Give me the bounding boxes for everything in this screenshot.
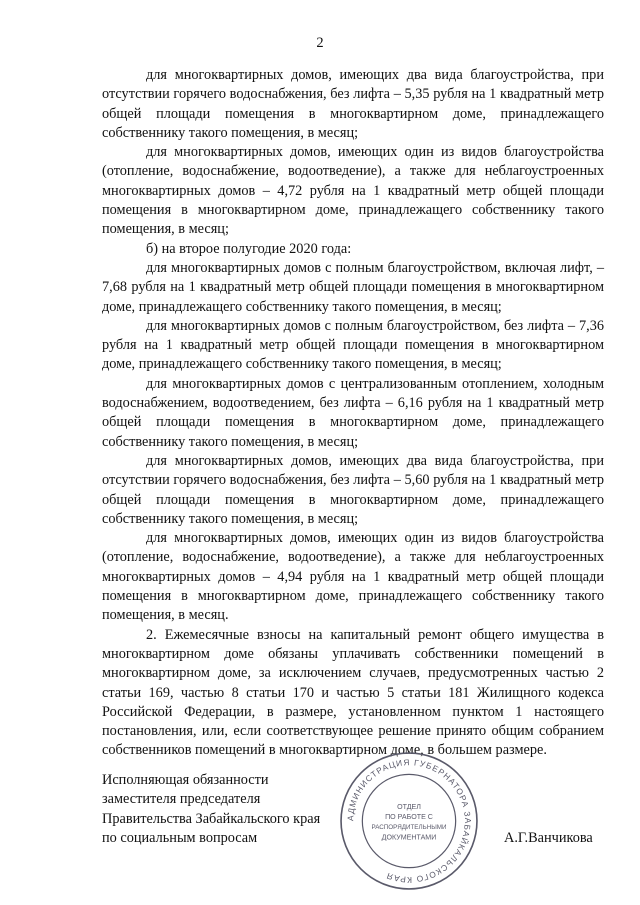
signature-title-line: Исполняющая обязанности <box>102 772 269 788</box>
paragraph: б) на второе полугодие 2020 года: <box>146 240 352 257</box>
signatory-name: А.Г.Ванчикова <box>504 830 593 846</box>
body-text <box>102 66 604 761</box>
signature-title-line: Правительства Забайкальского края <box>102 810 321 827</box>
stamp-inner-line: РАСПОРЯДИТЕЛЬНЫМИ <box>371 824 447 832</box>
paragraph: 2. Ежемесячные взносы на капитальный ремонт общего имущества в многоквартирном доме обязаны уплачивать собственники помещений в многоквартирном доме, за исключением случаев, предусмотренных частью 2 статьи 169, частью 8 статьи 170 и частью 5 статьи 181 Жилищного кодекса Российской Федерации, в размере, установленном пунктом 1 настоящего постановления, или, если соответствующее решение принято общим собранием собственников помещений в многоквартирном доме, в большем размере. <box>102 626 604 759</box>
page-number: 2 <box>316 35 324 51</box>
paragraph: для многоквартирных домов с централизованным отоплением, холодным водоснабжением, водоотведением, без лифта – 6,16 рубля на 1 квадратный метр общей площади помещения в многоквартирном доме, принадлежащего собственнику такого помещения, в месяц; <box>102 375 604 450</box>
stamp-inner-line: ДОКУМЕНТАМИ <box>381 833 437 842</box>
signature-title-block <box>102 771 321 848</box>
paragraph: для многоквартирных домов, имеющих один из видов благоустройства (отопление, водоснабжение, водоотведение), а также для неблагоустроенных многоквартирных домов – 4,72 рубля на 1 квадратный метр общей площади помещения в многоквартирном доме, принадлежащего собственнику такого помещения, в месяц; <box>102 144 604 238</box>
paragraph: для многоквартирных домов, имеющих два вида благоустройства, при отсутствии горячего водоснабжения, без лифта – 5,35 рубля на 1 квадратный метр общей площади помещения в многоквартирном доме, принадлежащего собственнику такого помещения, в месяц; <box>102 67 604 141</box>
stamp-ring-text: АДМИНИСТРАЦИЯ ГУБЕРНАТОРА ЗАБАЙКАЛЬСКОГО КРАЯ <box>345 757 473 885</box>
stamp-outer-ring <box>341 753 477 889</box>
signature-title-line: заместителя председателя <box>102 791 261 808</box>
paragraph: для многоквартирных домов, имеющих один из видов благоустройства (отопление, водоснабжение, водоотведение), а также для неблагоустроенных многоквартирных домов – 4,94 рубля на 1 квадратный метр общей площади помещения в многоквартирном доме, принадлежащего собственнику такого помещения, в месяц. <box>102 530 604 624</box>
paragraph: для многоквартирных домов с полным благоустройством, включая лифт, – 7,68 рубля на 1 квадратный метр общей площади помещения в многоквартирном доме, принадлежащего собственнику такого помещения, в месяц; <box>102 259 604 315</box>
paragraph: для многоквартирных домов с полным благоустройством, без лифта – 7,36 рубля на 1 квадратный метр общей площади помещения в многоквартирном доме, принадлежащего собственнику такого помещения, в месяц; <box>102 317 604 373</box>
stamp-inner-line: ПО РАБОТЕ С <box>385 812 433 821</box>
official-stamp <box>338 750 480 892</box>
stamp-inner-line: ОТДЕЛ <box>397 802 421 811</box>
signature-title-line: по социальным вопросам <box>102 829 258 846</box>
stamp-inner-ring <box>362 774 455 867</box>
paragraph: для многоквартирных домов, имеющих два вида благоустройства, при отсутствии горячего водоснабжения, без лифта – 5,60 рубля на 1 квадратный метр общей площади помещения в многоквартирном доме, принадлежащего собственнику такого помещения, в месяц; <box>102 452 604 527</box>
